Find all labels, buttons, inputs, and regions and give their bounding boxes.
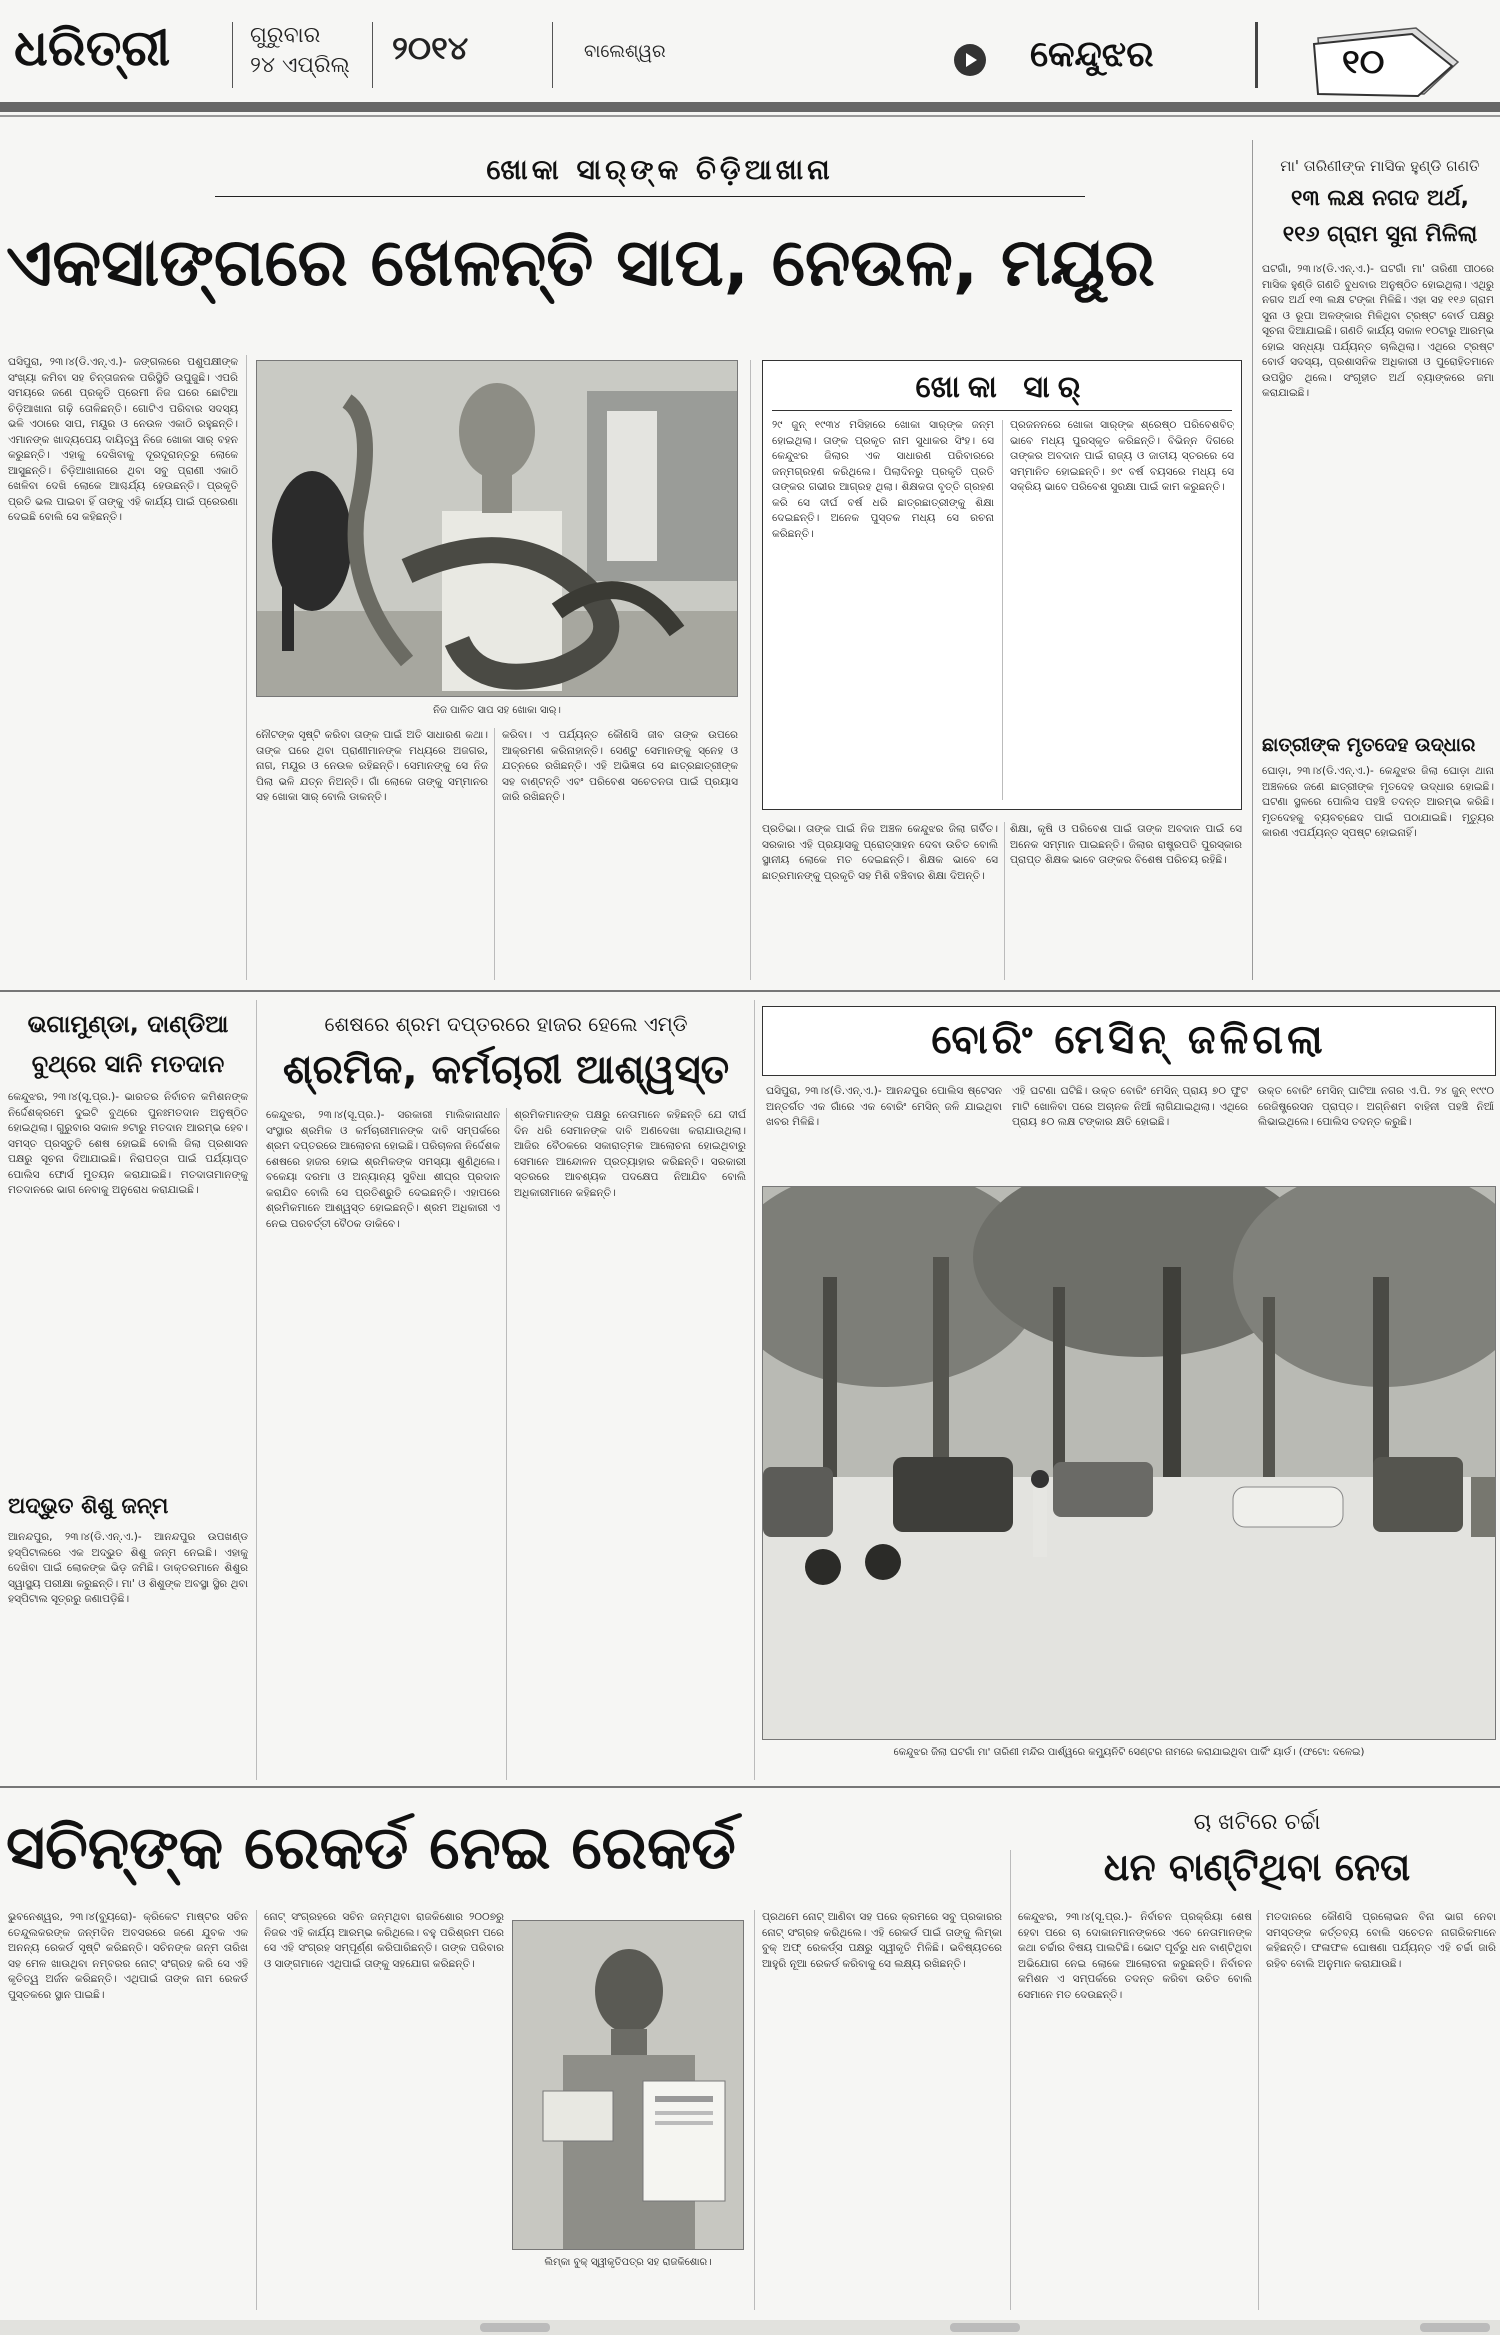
play-icon <box>954 44 986 76</box>
edition-name: ବାଲେଶ୍ୱର <box>584 41 666 62</box>
labour-headline: ଶ୍ରମିକ, କର୍ମଚାରୀ ଆଶ୍ୱସ୍ତ <box>282 1047 730 1093</box>
temple-headline-1: ୧୩ ଲକ୍ଷ ନଗଦ ଅର୍ଥ, <box>1290 186 1469 211</box>
vote-headline-1: ଭଗାମୁଣ୍ଡା, ଦାଣ୍ଡିଆ <box>27 1010 229 1038</box>
temple-headline-2: ୧୧୬ ଗ୍ରାମ ସୁନା ମିଳିଲା <box>1282 222 1478 247</box>
footer-strip <box>0 2320 1500 2335</box>
baby-body: ଆନନ୍ଦପୁର, ୨୩।୪(ଡି.ଏନ୍.ଏ.)- ଆନନ୍ଦପୁର ଉପଖଣ୍ଡ ହସ୍ପିଟାଲରେ ଏକ ଅଦ୍ଭୁତ ଶିଶୁ ଜନ୍ମ ନେଇଛି। ଏହାକୁ ଦେଖିବା ପାଇଁ ଲୋକଙ୍କ ଭିଡ଼ ଜମିଛି। ଡାକ୍ତରମାନେ ଶିଶୁର ସ୍ୱାସ୍ଥ୍ୟ ପରୀକ୍ଷା କରୁଛନ୍ତି। ମା' ଓ ଶିଶୁଙ୍କ ଅବସ୍ଥା ସ୍ଥିର ଥିବା ହସ୍ପିଟାଲ ସୂତ୍ରରୁ ଜଣାପଡ଼ିଛି। <box>8 1531 248 1605</box>
labour-col1: କେନ୍ଦୁଝର, ୨୩।୪(ସୂ.ପ୍ର.)- ସରକାରୀ ମାଲିକାନାଧୀନ ସଂସ୍ଥାର ଶ୍ରମିକ ଓ କର୍ମଚାରୀମାନଙ୍କ ଦାବି ସମ୍ପର୍କରେ ଶ୍ରମ ଦପ୍ତରରେ ଆଲୋଚନା ହୋଇଛି। ପରିଚାଳନା ନିର୍ଦ୍ଦେଶକ ଶେଷରେ ହାଜର ହୋଇ ଶ୍ରମିକଙ୍କ ସମସ୍ୟା ଶୁଣିଥିଲେ। ବକେୟା ଦରମା ଓ ଅନ୍ୟାନ୍ୟ ସୁବିଧା ଶୀଘ୍ର ପ୍ରଦାନ କରାଯିବ ବୋଲି ସେ ପ୍ରତିଶ୍ରୁତି ଦେଇଛନ୍ତି। ଏହାପରେ ଶ୍ରମିକମାନେ ଆଶ୍ୱସ୍ତ ହୋଇଛନ୍ତି। ଶ୍ରମ ଅଧିକାରୀ ଏ ନେଇ ପରବର୍ତ୍ତୀ ବୈଠକ ଡାକିବେ। <box>266 1109 500 1230</box>
story1-col3: କରିବା। ଏ ପର୍ଯ୍ୟନ୍ତ କୌଣସି ଜୀବ ତାଙ୍କ ଉପରେ ଆକ୍ରମଣ କରିନାହାନ୍ତି। ସେଣ୍ଟୁ ସେମାନଙ୍କୁ ସ୍ନେହ ଓ ଯତ୍ନରେ ରଖିଛନ୍ତି। ଏହି ଅଭିଜ୍ଞତା ସେ ଛାତ୍ରଛାତ୍ରୀଙ୍କ ସହ ବାଣ୍ଟନ୍ତି ଏବଂ ପରିବେଶ ସଚେତନତା ପାଇଁ ପ୍ରୟାସ ଜାରି ରଖିଛନ୍ତି। <box>502 729 738 803</box>
page-number-tab <box>1312 24 1462 98</box>
tea-col1: କେନ୍ଦୁଝର, ୨୩।୪(ସୂ.ପ୍ର.)- ନିର୍ବାଚନ ପ୍ରକ୍ରିୟା ଶେଷ ହେବା ପରେ ଚା ଦୋକାନମାନଙ୍କରେ ଏବେ ନେତାମାନଙ୍କ କଥା ଚର୍ଚ୍ଚାର ବିଷୟ ପାଲଟିଛି। ଭୋଟ ପୂର୍ବରୁ ଧନ ବାଣ୍ଟିଥିବା ଅଭିଯୋଗ ନେଇ ଲୋକେ ଆଲୋଚନା କରୁଛନ୍ତି। ନିର୍ବାଚନ କମିଶନ ଏ ସମ୍ପର୍କରେ ତଦନ୍ତ କରିବା ଉଚିତ ବୋଲି ସେମାନେ ମତ ଦେଉଛନ୍ତି। <box>1018 1911 1252 2001</box>
sachin-col1: ଭୁବନେଶ୍ୱର, ୨୩।୪(ବ୍ୟୁରୋ)- କ୍ରିକେଟ ମାଷ୍ଟର ସଚିନ ତେନ୍ଦୁଲକରଙ୍କ ଜନ୍ମଦିନ ଅବସରରେ ଜଣେ ଯୁବକ ଏକ ଅନନ୍ୟ ରେକର୍ଡ ସୃଷ୍ଟି କରିଛନ୍ତି। ସଚିନଙ୍କ ଜନ୍ମ ତାରିଖ ସହ ମେଳ ଖାଉଥିବା ନମ୍ବରର ନୋଟ୍ ସଂଗ୍ରହ କରି ସେ ଏହି କୃତିତ୍ୱ ଅର୍ଜନ କରିଛନ୍ତି। ଏଥିପାଇଁ ତାଙ୍କ ନାମ ରେକର୍ଡ ପୁସ୍ତକରେ ସ୍ଥାନ ପାଇଛି। <box>8 1911 248 2001</box>
profile-col2: ପ୍ରଜନନରେ ଖୋକା ସାର୍‌ଙ୍କ ଶ୍ରେଷ୍ଠ ପରିବେଶବିତ୍ ଭାବେ ମଧ୍ୟ ପୁରସ୍କୃତ କରିଛନ୍ତି। ବିଭିନ୍ନ ଦିଗରେ ତାଙ୍କର ଅବଦାନ ପାଇଁ ରାଜ୍ୟ ଓ ଜାତୀୟ ସ୍ତରରେ ସେ ସମ୍ମାନିତ ହୋଇଛନ୍ତି। ୭୯ ବର୍ଷ ବୟସରେ ମଧ୍ୟ ସେ ସକ୍ରିୟ ଭାବେ ପରିବେଶ ସୁରକ୍ଷା ପାଇଁ କାମ କରୁଛନ୍ତି। <box>1010 419 1234 493</box>
masthead-rule-thin <box>0 115 1500 117</box>
story1-col4: ପ୍ରତିଭା। ତାଙ୍କ ପାଇଁ ନିଜ ଅଞ୍ଚଳ କେନ୍ଦୁଝର ଜିଲା ଗର୍ବିତ। ସରକାର ଏହି ପ୍ରୟାସକୁ ପ୍ରୋତ୍ସାହନ ଦେବା ଉଚିତ ବୋଲି ସ୍ଥାନୀୟ ଲୋକେ ମତ ଦେଇଛନ୍ତି। ଶିକ୍ଷକ ଭାବେ ସେ ଛାତ୍ରମାନଙ୍କୁ ପ୍ରକୃତି ସହ ମିଶି ବଞ୍ଚିବାର ଶିକ୍ଷା ଦିଅନ୍ତି। <box>762 823 998 882</box>
story1-col1: ଘସିପୁରା, ୨୩।୪(ଡି.ଏନ୍.ଏ.)- ଜଙ୍ଗଲରେ ପଶୁପକ୍ଷୀଙ୍କ ସଂଖ୍ୟା କମିବା ସହ ଚିନ୍ତାଜନକ ପରିସ୍ଥିତି ଉପୁଜୁଛି। ଏପରି ସମୟରେ ଜଣେ ପ୍ରକୃତି ପ୍ରେମୀ ନିଜ ଘରେ ଛୋଟିଆ ଚିଡ଼ିଆଖାନା ଗଢ଼ି ତୋଳିଛନ୍ତି। ଗୋଟିଏ ପରିବାର ସଦସ୍ୟ ଭଳି ଏଠାରେ ସାପ, ମୟୂର ଓ ନେଉଳ ଏକାଠି ରହୁଛନ୍ତି। ଏମାନଙ୍କ ଖାଦ୍ୟପେୟ ଦାୟିତ୍ୱ ନିଜେ ଖୋକା ସାର୍ ବହନ କରୁଛନ୍ତି। ଏହାକୁ ଦେଖିବାକୁ ଦୂରଦୂରାନ୍ତରୁ ଲୋକେ ଆସୁଛନ୍ତି। ଚିଡ଼ିଆଖାନାରେ ଥିବା ସବୁ ପ୍ରାଣୀ ଏକାଠି ଖେଳିବା ଦେଖି ଲୋକେ ଆଶ୍ଚର୍ଯ୍ୟ ହେଉଛନ୍ତି। ପ୍ରକୃତି ପ୍ରତି ଭଲ ପାଇବା ହିଁ ତାଙ୍କୁ ଏହି କାର୍ଯ୍ୟ ପାଇଁ ପ୍ରେରଣା ଦେଇଛି ବୋଲି ସେ କହିଛନ୍ତି। <box>8 356 238 523</box>
story1-col2: ନୌଟଙ୍କ ସୃଷ୍ଟି କରିବା ତାଙ୍କ ପାଇଁ ଅତି ସାଧାରଣ କଥା। ତାଙ୍କ ଘରେ ଥିବା ପ୍ରାଣୀମାନଙ୍କ ମଧ୍ୟରେ ଅଜଗର, ନାଗ, ମୟୂର ଓ ନେଉଳ ରହିଛନ୍ତି। ସେମାନଙ୍କୁ ସେ ନିଜ ପିଲା ଭଳି ଯତ୍ନ ନିଅନ୍ତି। ଗାଁ ଲୋକେ ତାଙ୍କୁ ସମ୍ମାନର ସହ ଖୋକା ସାର୍ ବୋଲି ଡାକନ୍ତି। <box>256 729 488 803</box>
sachin-col2: ନୋଟ୍ ସଂଗ୍ରହରେ ସଚିନ ଜନ୍ମଥିବା ରାଜକିଶୋର ୨୦୦୭ରୁ ନିଜର ଏହି କାର୍ଯ୍ୟ ଆରମ୍ଭ କରିଥିଲେ। ବହୁ ପରିଶ୍ରମ ପରେ ସେ ଏହି ସଂଗ୍ରହ ସମ୍ପୂର୍ଣ୍ଣ କରିପାରିଛନ୍ତି। ତାଙ୍କ ପରିବାର ଓ ସାଙ୍ଗମାନେ ଏଥିପାଇଁ ତାଙ୍କୁ ସହଯୋଗ କରିଛନ୍ତି। <box>264 1911 504 1970</box>
masthead <box>0 0 1500 110</box>
masthead-rule <box>0 102 1500 112</box>
profile-col1: ୨୯ ଜୁନ୍ ୧୯୩୪ ମସିହାରେ ଖୋକା ସାର୍‌ଙ୍କ ଜନ୍ମ ହୋଇଥିଲା। ତାଙ୍କ ପ୍ରକୃତ ନାମ ସୁଧାକର ସିଂହ। ସେ କେନ୍ଦୁଝର ଜିଲାର ଏକ ସାଧାରଣ ପରିବାରରେ ଜନ୍ମଗ୍ରହଣ କରିଥିଲେ। ପିଲାଦିନରୁ ପ୍ରକୃତି ପ୍ରତି ତାଙ୍କର ଗଭୀର ଆଗ୍ରହ ଥିଲା। ଶିକ୍ଷକତା ବୃତ୍ତି ଗ୍ରହଣ କରି ସେ ଦୀର୍ଘ ବର୍ଷ ଧରି ଛାତ୍ରଛାତ୍ରୀଙ୍କୁ ଶିକ୍ଷା ଦେଇଛନ୍ତି। ଅନେକ ପୁସ୍ତକ ମଧ୍ୟ ସେ ରଚନା କରିଛନ୍ତି। <box>772 419 994 540</box>
borewell-col1: ଘସିପୁରା, ୨୩।୪(ଡି.ଏନ୍.ଏ.)- ଆନନ୍ଦପୁର ପୋଲିସ ଷ୍ଟେସନ ଅନ୍ତର୍ଗତ ଏକ ଗାଁରେ ଏକ ବୋରିଂ ମେସିନ୍ ଜଳି ଯାଇଥିବା ଖବର ମିଳିଛି। <box>766 1085 1002 1128</box>
borewell-col3: ଉକ୍ତ ବୋରିଂ ମେସିନ୍ ଘାଟିଆ ନଗର ଏ.ପି. ୨୪ ଜୁନ୍ ୧୯୯୦ ରେଜିଷ୍ଟ୍ରେସନ ପ୍ରାପ୍ତ। ଅଗ୍ନିଶମ ବାହିନୀ ପହଞ୍ଚି ନିଆଁ ଲିଭାଇଥିଲେ। ପୋଲିସ ତଦନ୍ତ କରୁଛି। <box>1258 1085 1494 1128</box>
borewell-headline: ବୋରିଂ ମେସିନ୍ ଜଳିଗଲା <box>931 1017 1327 1063</box>
story1-headline: ଏକସାଙ୍ଗରେ ଖେଳନ୍ତି ସାପ, ନେଉଳ, ମୟୂର <box>6 224 1155 301</box>
story1-photo <box>256 360 738 697</box>
sachin-photo-caption: ଲିମ୍କା ବୁକ୍ ସ୍ୱୀକୃତିପତ୍ର ସହ ରାଜକିଶୋର। <box>544 2257 712 2268</box>
body-recovery-text: ଘୋଡ଼ା, ୨୩।୪(ଡି.ଏନ୍.ଏ.)- କେନ୍ଦୁଝର ଜିଲା ଘୋଡ଼ା ଥାନା ଅଞ୍ଚଳରେ ଜଣେ ଛାତ୍ରୀଙ୍କ ମୃତଦେହ ଉଦ୍ଧାର ହୋଇଛି। ଘଟଣା ସ୍ଥଳରେ ପୋଲିସ ପହଞ୍ଚି ତଦନ୍ତ ଆରମ୍ଭ କରିଛି। ମୃତଦେହକୁ ବ୍ୟବଚ୍ଛେଦ ପାଇଁ ପଠାଯାଇଛି। ମୃତ୍ୟୁର କାରଣ ଏପର୍ଯ୍ୟନ୍ତ ସ୍ପଷ୍ଟ ହୋଇନାହିଁ। <box>1262 765 1494 839</box>
newspaper-logo: ଧରିତ୍ରୀ <box>14 18 171 77</box>
snake-man-illustration <box>257 361 738 697</box>
labour-col2: ଶ୍ରମିକମାନଙ୍କ ପକ୍ଷରୁ ନେତାମାନେ କହିଛନ୍ତି ଯେ ଦୀର୍ଘ ଦିନ ଧରି ସେମାନଙ୍କ ଦାବି ଅଣଦେଖା କରାଯାଉଥିଲା। ଆଜିର ବୈଠକରେ ସକାରାତ୍ମକ ଆଲୋଚନା ହୋଇଥିବାରୁ ସେମାନେ ଆନ୍ଦୋଳନ ପ୍ରତ୍ୟାହାର କରିଛନ୍ତି। ସରକାରୀ ସ୍ତରରେ ଆବଶ୍ୟକ ପଦକ୍ଷେପ ନିଆଯିବ ବୋଲି ଅଧିକାରୀମାନେ କହିଛନ୍ତି। <box>514 1109 746 1199</box>
issue-year: ୨୦୧୪ <box>392 29 469 67</box>
sachin-col3: ପ୍ରଥମେ ନୋଟ୍ ଆଣିବା ସହ ପରେ କ୍ରମରେ ସବୁ ପ୍ରକାରର ନୋଟ୍ ସଂଗ୍ରହ କରିଥିଲେ। ଏହି ରେକର୍ଡ ପାଇଁ ତାଙ୍କୁ ଲିମ୍କା ବୁକ୍ ଅଫ୍ ରେକର୍ଡ୍ସ ପକ୍ଷରୁ ସ୍ୱୀକୃତି ମିଳିଛି। ଭବିଷ୍ୟତରେ ଆହୁରି ନୂଆ ରେକର୍ଡ କରିବାକୁ ସେ ଲକ୍ଷ୍ୟ ରଖିଛନ୍ତି। <box>762 1911 1002 1970</box>
parking-yard-caption: କେନ୍ଦୁଝର ଜିଲା ଘଟଗାଁ ମା' ତାରିଣୀ ମନ୍ଦିର ପାର୍ଶ୍ୱରେ କମ୍ୟୁନିଟି ସେଣ୍ଟର ନାମରେ କରାଯାଇଥିବା ପାର୍କିଂ ୟାର୍ଡ। (ଫଟୋ: ଦଳେଇ) <box>893 1747 1365 1758</box>
parking-yard-illustration <box>763 1187 1496 1740</box>
tea-kicker: ଚା ଖଟିରେ ଚର୍ଚ୍ଚା <box>1193 1810 1321 1835</box>
vote-headline-2: ବୁଥ୍‌ରେ ସାନି ମତଦାନ <box>31 1050 225 1078</box>
body-recovery-headline: ଛାତ୍ରୀଙ୍କ ମୃତଦେହ ଉଦ୍ଧାର <box>1262 734 1476 756</box>
section-name: କେନ୍ଦୁଝର <box>1030 34 1154 75</box>
temple-body: ଘଟଗାଁ, ୨୩।୪(ଡି.ଏନ୍.ଏ.)- ଘଟଗାଁ ମା' ତାରିଣୀ ପୀଠରେ ମାସିକ ହୁଣ୍ଡି ଗଣତି ବୁଧବାର ଅନୁଷ୍ଠିତ ହୋଇଥିଲା। ଏଥିରୁ ନଗଦ ଅର୍ଥ ୧୩ ଲକ୍ଷ ଟଙ୍କା ମିଳିଛି। ଏହା ସହ ୧୧୬ ଗ୍ରାମ ସୁନା ଓ ରୂପା ଅଳଙ୍କାର ମିଳିଥିବା ଟ୍ରଷ୍ଟ ବୋର୍ଡ ପକ୍ଷରୁ ସୂଚନା ଦିଆଯାଇଛି। ଗଣତି କାର୍ଯ୍ୟ ସକାଳ ୧୦ଟାରୁ ଆରମ୍ଭ ହୋଇ ସନ୍ଧ୍ୟା ପର୍ଯ୍ୟନ୍ତ ଚାଲିଥିଲା। ଏଥିରେ ଟ୍ରଷ୍ଟ ବୋର୍ଡ ସଦସ୍ୟ, ପ୍ରଶାସନିକ ଅଧିକାରୀ ଓ ପୁରୋହିତମାନେ ଉପସ୍ଥିତ ଥିଲେ। ସଂଗୃହୀତ ଅର୍ଥ ବ୍ୟାଙ୍କରେ ଜମା କରାଯାଇଛି। <box>1262 263 1494 399</box>
story1-col5: ଶିକ୍ଷା, କୃଷି ଓ ପରିବେଶ ପାଇଁ ତାଙ୍କ ଅବଦାନ ପାଇଁ ସେ ଅନେକ ସମ୍ମାନ ପାଇଛନ୍ତି। ଜିଲାର ରାଷ୍ଟ୍ରପତି ପୁରସ୍କାର ପ୍ରାପ୍ତ ଶିକ୍ଷକ ଭାବେ ତାଙ୍କର ବିଶେଷ ପରିଚୟ ରହିଛି। <box>1010 823 1242 866</box>
page-number: ୧୦ <box>1342 42 1385 82</box>
temple-kicker: ମା' ତାରିଣୀଙ୍କ ମାସିକ ହୁଣ୍ଡି ଗଣତି <box>1280 157 1480 175</box>
tea-headline: ଧନ ବାଣ୍ଟିଥିବା ନେତା <box>1103 1845 1411 1889</box>
sachin-headline: ସଚିନ୍‌ଙ୍କ ରେକର୍ଡ ନେଇ ରେକର୍ଡ <box>6 1813 736 1883</box>
page-tab-icon <box>1312 24 1462 98</box>
parking-yard-photo <box>762 1186 1496 1740</box>
tea-col2: ମତଦାନରେ କୌଣସି ପ୍ରଲୋଭନ ବିନା ଭାଗ ନେବା ସମସ୍ତଙ୍କ କର୍ତ୍ତବ୍ୟ ବୋଲି ସଚେତନ ନାଗରିକମାନେ କହିଛନ୍ତି। ଫଳାଫଳ ଘୋଷଣା ପର୍ଯ୍ୟନ୍ତ ଏହି ଚର୍ଚ୍ଚା ଜାରି ରହିବ ବୋଲି ଅନୁମାନ କରାଯାଉଛି। <box>1266 1911 1496 1970</box>
story1-photo-caption: ନିଜ ପାଳିତ ସାପ ସହ ଖୋକା ସାର୍। <box>433 705 561 716</box>
record-holder-illustration <box>513 1921 744 2250</box>
issue-date: ୨୪ ଏପ୍ରିଲ୍ <box>250 53 350 78</box>
story1-kicker: ଖୋକା ସାର୍‌ଙ୍କ ଚିଡ଼ିଆଖାନା <box>486 153 834 186</box>
baby-headline: ଅଦ୍ଭୁତ ଶିଶୁ ଜନ୍ମ <box>8 1494 169 1519</box>
profile-title: ଖୋକା ସାର୍ <box>915 370 1089 405</box>
issue-day: ଗୁରୁବାର <box>250 23 321 48</box>
labour-kicker: ଶେଷରେ ଶ୍ରମ ଦପ୍ତରରେ ହାଜର ହେଲେ ଏମ୍‌ଡି <box>324 1012 688 1036</box>
sachin-record-photo <box>512 1920 744 2250</box>
vote-body: କେନ୍ଦୁଝର, ୨୩।୪(ସୂ.ପ୍ର.)- ଭାରତର ନିର୍ବାଚନ କମିଶନଙ୍କ ନିର୍ଦ୍ଦେଶକ୍ରମେ ଦୁଇଟି ବୁଥ୍‌ରେ ପୁନଃମତଦାନ ଅନୁଷ୍ଠିତ ହୋଇଥିଲା। ଗୁରୁବାର ସକାଳ ୭ଟାରୁ ମତଦାନ ଆରମ୍ଭ ହେବ। ସମସ୍ତ ପ୍ରସ୍ତୁତି ଶେଷ ହୋଇଛି ବୋଲି ଜିଲା ପ୍ରଶାସନ ପକ୍ଷରୁ ସୂଚନା ଦିଆଯାଇଛି। ନିରାପତ୍ତା ପାଇଁ ପର୍ଯ୍ୟାପ୍ତ ପୋଲିସ ଫୋର୍ସ ମୁତୟନ କରାଯାଇଛି। ମତଦାତାମାନଙ୍କୁ ମତଦାନରେ ଭାଗ ନେବାକୁ ଅନୁରୋଧ କରାଯାଇଛି। <box>8 1091 248 1196</box>
borewell-col2: ଏହି ଘଟଣା ଘଟିଛି। ଉକ୍ତ ବୋରିଂ ମେସିନ୍ ପ୍ରାୟ ୭୦ ଫୁଟ ମାଟି ଖୋଳିବା ପରେ ଅଚାନକ ନିଆଁ ଲାଗିଯାଇଥିଲା। ଏଥିରେ ପ୍ରାୟ ୫୦ ଲକ୍ଷ ଟଙ୍କାର କ୍ଷତି ହୋଇଛି। <box>1012 1085 1248 1128</box>
